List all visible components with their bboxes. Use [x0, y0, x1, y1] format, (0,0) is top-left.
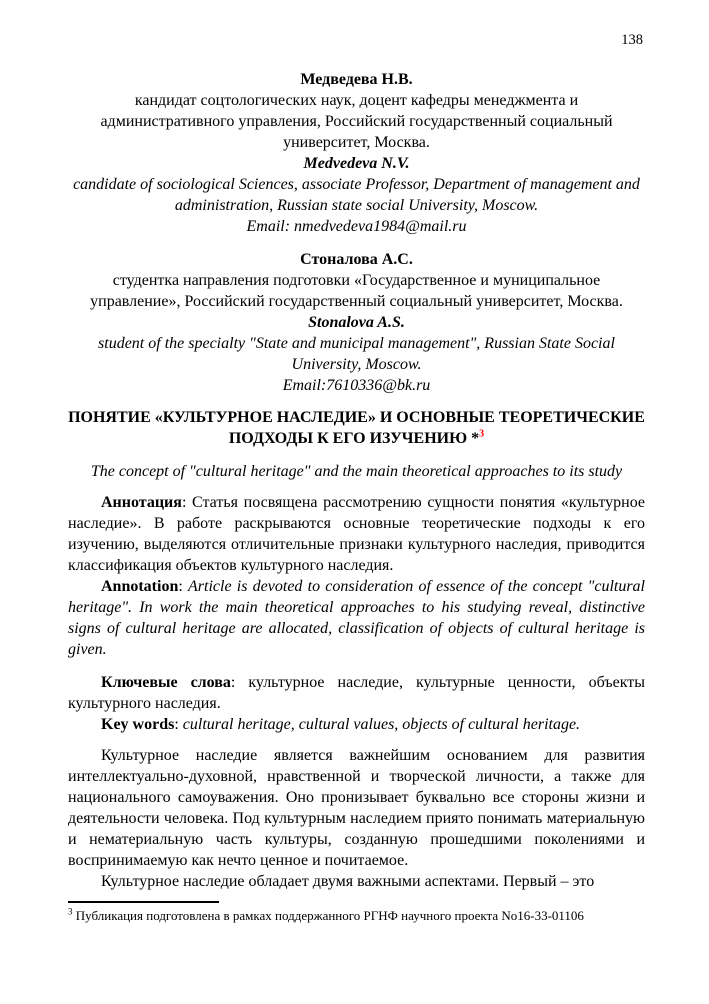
- author-name-en: Stonalova A.S.: [308, 314, 405, 331]
- keywords-ru: [68, 672, 645, 714]
- abstract-ru-text: : Статья посвящена рассмотрению сущности понятия «культурное наследие». В работе раскрываются основные теоретические подходы к его изучению, выделяются отличительные признаки культурного наследия, приводится классификация объектов культурного наследия.: [68, 494, 645, 574]
- page-number: 138: [621, 32, 643, 48]
- keywords-en: [68, 714, 645, 735]
- keywords-en-colon: :: [174, 716, 183, 733]
- abstract-en-label: Annotation: [101, 578, 179, 595]
- author-affiliation-en: student of the specialty "State and municipal management", Russian State Social University, Moscow.: [98, 335, 615, 373]
- keywords-en-text: cultural heritage, cultural values, objects of cultural heritage.: [182, 716, 581, 733]
- author-name-en: Medvedeva N.V.: [303, 155, 410, 172]
- body-paragraph: Культурное наследие является важнейшим основанием для развития интеллектуально-духовной, нравственной и творческой личности, а также для национального самоуважения. Оно пронизывает буквально все стороны жизни и деятельности человека. Под культурным наследием приято понимать материальную и нематериальную часть культуры, созданную прошедшими поколениями и воспринимаемую как нечто ценное и почитаемое.: [68, 747, 645, 869]
- article-title-en: The concept of "cultural heritage" and the main theoretical approaches to its study: [90, 463, 623, 480]
- article-body: [68, 745, 645, 892]
- article-title-ru: [68, 407, 645, 449]
- author-block-medvedeva: [68, 69, 645, 237]
- footnote-mark: 3: [68, 906, 73, 917]
- author-email: Email:7610336@bk.ru: [282, 377, 431, 394]
- author-affiliation-ru: студентка направления подготовки «Государственное и муниципальное управление», Российский государственный социальный университет, Москва.: [90, 272, 623, 310]
- keywords-ru-label: Ключевые слова: [101, 674, 231, 691]
- keywords-section: [68, 672, 645, 735]
- abstract-ru-label: Аннотация: [101, 494, 182, 511]
- abstract-ru: [68, 492, 645, 576]
- abstract-en: [68, 576, 645, 660]
- author-email: Email: nmedvedeva1984@mail.ru: [246, 218, 467, 235]
- author-block-stonalova: [68, 249, 645, 396]
- abstract-section: [68, 492, 645, 660]
- author-name-ru: Медведева Н.В.: [300, 71, 413, 88]
- body-paragraph: Культурное наследие обладает двумя важными аспектами. Первый – это: [101, 873, 595, 890]
- footnote-text: Публикация подготовлена в рамках поддержанного РГНФ научного проекта No16-33-01106: [72, 908, 584, 923]
- footnote-text-line: [68, 908, 645, 924]
- title-footnote-reference: 3: [479, 428, 485, 440]
- keywords-ru-text: : культурное наследие, культурные ценности, объекты культурного наследия.: [68, 674, 645, 712]
- abstract-en-text: Article is devoted to consideration of essence of the concept "cultural heritage". In work the main theoretical approaches to his studying reveal, distinctive signs of cultural heritage are allocated, classification of objects of cultural heritage is given.: [68, 578, 646, 658]
- author-affiliation-en: candidate of sociological Sciences, associate Professor, Department of management and administration, Russian state social University, Moscow.: [73, 176, 640, 214]
- footnote: [68, 901, 645, 924]
- article-title-ru-text: ПОНЯТИЕ «КУЛЬТУРНОЕ НАСЛЕДИЕ» И ОСНОВНЫЕ ТЕОРЕТИЧЕСКИЕ ПОДХОДЫ К ЕГО ИЗУЧЕНИЮ *: [68, 409, 645, 447]
- author-affiliation-ru: кандидат соцтологических наук, доцент кафедры менеджмента и административного управления, Российский государственный социальный университет, Москва.: [100, 92, 613, 151]
- footnote-divider: [68, 901, 219, 903]
- abstract-en-colon: :: [178, 578, 189, 595]
- keywords-en-label: Key words: [101, 716, 175, 733]
- author-name-ru: Стоналова А.С.: [300, 251, 413, 268]
